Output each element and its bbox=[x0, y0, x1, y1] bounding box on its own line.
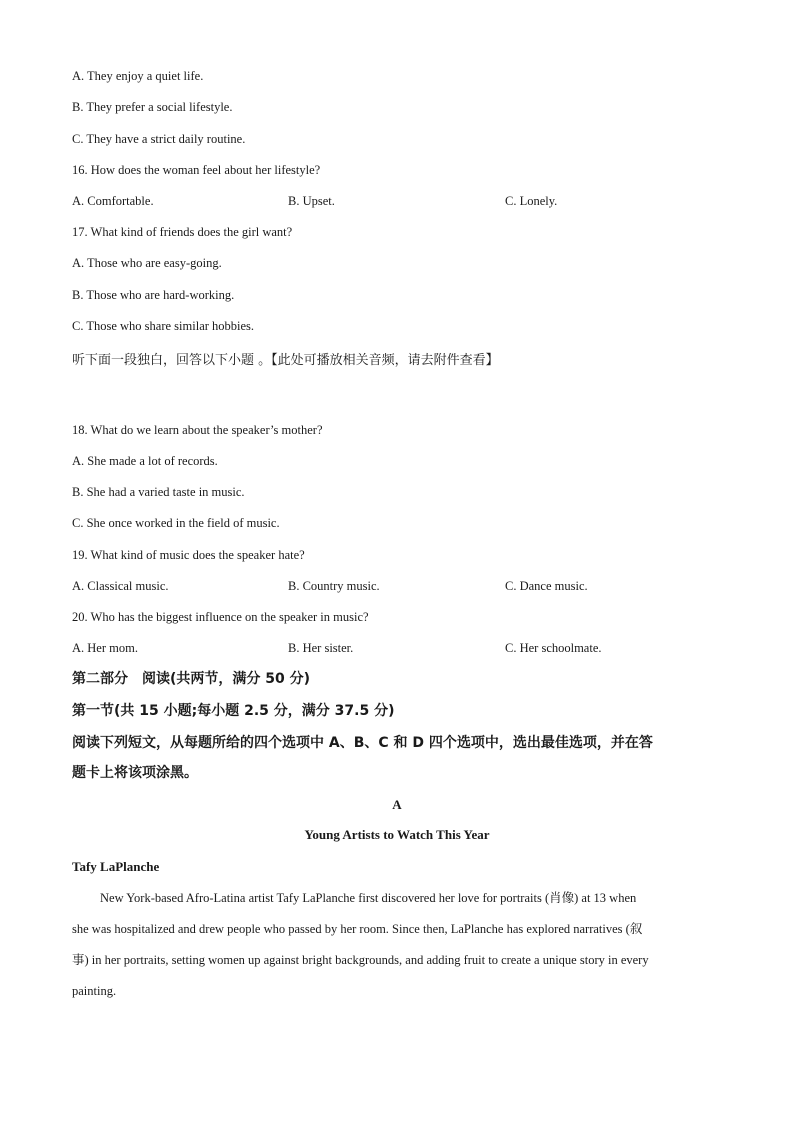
q18-option-a: A. She made a lot of records. bbox=[72, 454, 218, 468]
q17-option-a: A. Those who are easy-going. bbox=[72, 256, 222, 270]
q15-option-b: B. They prefer a social lifestyle. bbox=[72, 100, 233, 114]
q18-option-c: C. She once worked in the field of music. bbox=[72, 516, 280, 530]
q19-option-a: A. Classical music. bbox=[72, 579, 169, 593]
q18-question: 18. What do we learn about the speaker’s mother? bbox=[72, 423, 323, 437]
q17-question: 17. What kind of friends does the girl want? bbox=[72, 225, 293, 239]
section-one-heading: 第一节(共 15 小题;每小题 2.5 分，满分 37.5 分) bbox=[72, 703, 395, 719]
q19-option-b: B. Country music. bbox=[288, 579, 380, 593]
q16-option-a: A. Comfortable. bbox=[72, 194, 154, 208]
paragraph-line-1: New York-based Afro-Latina artist Tafy LaPlanche first discovered her love for portraits (肖像) at 13 when bbox=[100, 891, 637, 905]
reading-instruction-line-1: 阅读下列短文，从每题所给的四个选项中 A、B、C 和 D 四个选项中，选出最佳选项，并在答 bbox=[72, 735, 653, 751]
q20-question: 20. Who has the biggest influence on the speaker in music? bbox=[72, 610, 369, 624]
paragraph-line-2: she was hospitalized and drew people who passed by her room. Since then, LaPlanche has explored narratives (叙 bbox=[72, 922, 643, 936]
q20-option-b: B. Her sister. bbox=[288, 641, 354, 655]
q15-option-a: A. They enjoy a quiet life. bbox=[72, 69, 204, 83]
q20-option-a: A. Her mom. bbox=[72, 641, 138, 655]
q19-option-c: C. Dance music. bbox=[505, 579, 588, 593]
q20-option-c: C. Her schoolmate. bbox=[505, 641, 602, 655]
q17-option-c: C. Those who share similar hobbies. bbox=[72, 319, 255, 333]
paragraph-line-3: 事) in her portraits, setting women up against bright backgrounds, and adding fruit to create a unique story in every bbox=[72, 953, 649, 967]
q16-option-c: C. Lonely. bbox=[505, 194, 558, 208]
q19-question: 19. What kind of music does the speaker hate? bbox=[72, 548, 305, 562]
q16-question: 16. How does the woman feel about her lifestyle? bbox=[72, 163, 321, 177]
q16-option-b: B. Upset. bbox=[288, 194, 335, 208]
artist-name: Tafy LaPlanche bbox=[72, 859, 160, 874]
passage-title: Young Artists to Watch This Year bbox=[304, 827, 490, 842]
paragraph-line-4: painting. bbox=[72, 984, 117, 998]
reading-instruction-line-2: 题卡上将该项涂黑。 bbox=[72, 765, 198, 781]
q18-option-b: B. She had a varied taste in music. bbox=[72, 485, 245, 499]
part-two-heading: 第二部分 阅读(共两节，满分 50 分) bbox=[72, 671, 311, 687]
q17-option-b: B. Those who are hard-working. bbox=[72, 288, 235, 302]
passage-letter: A bbox=[392, 797, 402, 812]
monologue-instruction: 听下面一段独白，回答以下小题 。【此处可播放相关音频，请去附件查看】 bbox=[72, 353, 499, 368]
q15-option-c: C. They have a strict daily routine. bbox=[72, 132, 246, 146]
